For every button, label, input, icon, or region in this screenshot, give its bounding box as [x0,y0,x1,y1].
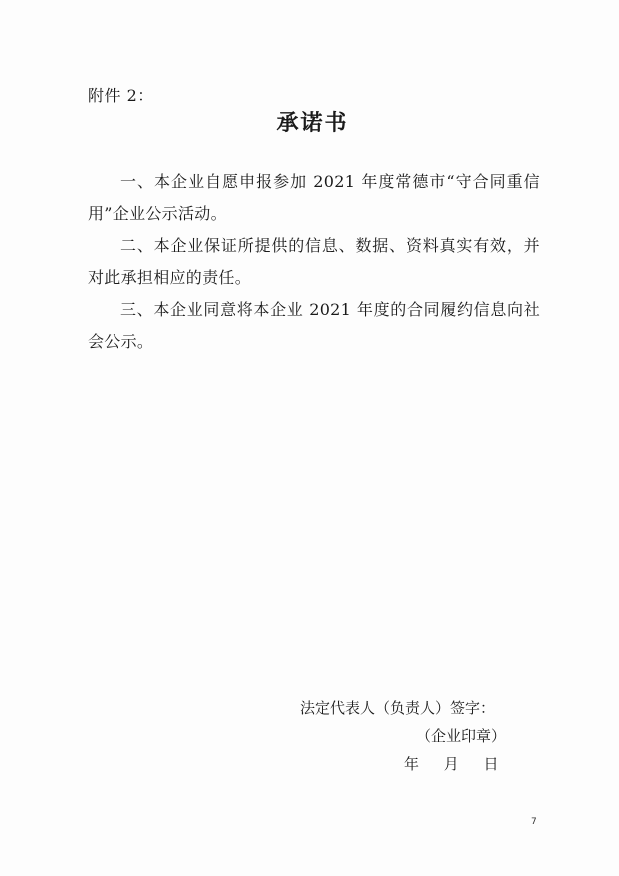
document-title: 承诺书 [276,110,349,136]
page-number: 7 [531,817,537,827]
paragraph-3: 三、本企业同意将本企业 2021 年度的合同履约信息向社会公示。 [88,300,540,351]
date-line: 年 月 日 [404,755,499,773]
attachment-label: 附件 2： [88,86,154,105]
paragraph-1: 一、本企业自愿申报参加 2021 年度常德市“守合同重信用”企业公示活动。 [88,172,540,223]
paragraph-2: 二、本企业保证所提供的信息、数据、资料真实有效，并对此承担相应的责任。 [88,236,540,287]
signer-line: 法定代表人（负责人）签字： [300,699,496,717]
signature-block [300,694,560,778]
commitment-body [88,166,540,358]
seal-line: （企业印章） [416,727,507,745]
